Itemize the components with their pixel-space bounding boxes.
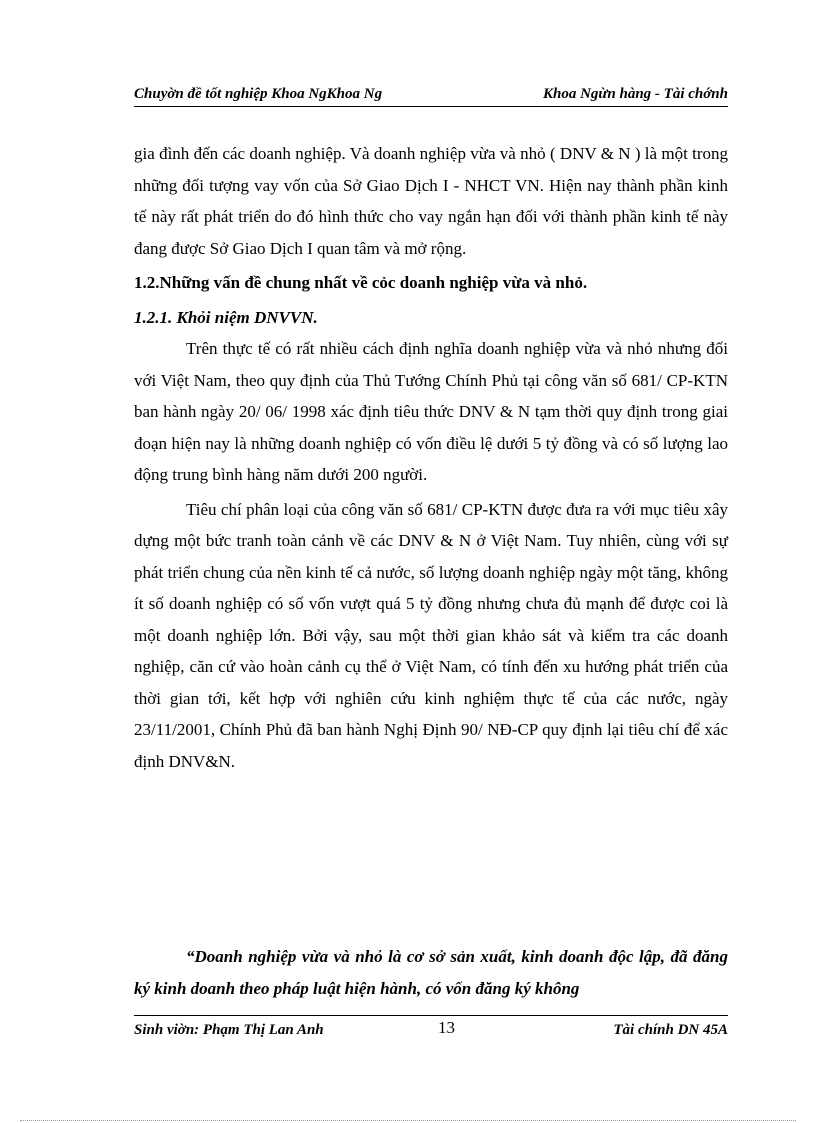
- footer-class: Tài chính DN 45A: [613, 1022, 728, 1038]
- paragraph-intro: gia đình đến các doanh nghiệp. Và doanh nghiệp vừa và nhỏ ( DNV & N ) là một trong những đối tượng vay vốn của Sở Giao Dịch I - NHCT VN. Hiện nay thành phần kinh tế này rất phát triển do đó hình thức cho vay ngắn hạn đối với thành phần kinh tế này đang được Sở Giao Dịch I quan tâm và mở rộng.: [134, 144, 728, 258]
- page-header: [134, 84, 728, 107]
- header-right-title: Khoa Ngừn hàng - Tài chớnh: [542, 86, 728, 102]
- section-heading: 1.2.Những vấn đề chung nhất về cỏc doanh nghiệp vừa và nhỏ.: [134, 273, 588, 292]
- document-body: [134, 138, 728, 777]
- quote-paragraph: “Doanh nghiệp vừa và nhỏ là cơ sở sản xuất, kinh doanh độc lập, đã đăng ký kinh doanh theo pháp luật hiện hành, có vốn đăng ký không: [134, 947, 728, 998]
- page-footer: [134, 1015, 728, 1042]
- paragraph-criteria: Tiêu chí phân loại của công văn số 681/ CP-KTN được đưa ra với mục tiêu xây dựng một bức tranh toàn cảnh về các DNV & N ở Việt Nam. Tuy nhiên, cùng với sự phát triển chung của nền kinh tế cả nước, số lượng doanh nghiệp ngày một tăng, không ít số doanh nghiệp có số vốn vượt quá 5 tỷ đồng nhưng chưa đủ mạnh để được coi là một doanh nghiệp lớn. Bởi vậy, sau một thời gian khảo sát và kiểm tra các doanh nghiệp, căn cứ vào hoàn cảnh cụ thể ở Việt Nam, có tính đến xu hướng phát triển của thời gian tới, kết hợp với nghiên cứu kinh nghiệm thực tế của các nước, ngày 23/11/2001, Chính Phủ đã ban hành Nghị Định 90/ NĐ-CP quy định lại tiêu chí để xác định DNV&N.: [134, 499, 728, 771]
- subsection-heading: 1.2.1. Khỏi niệm DNVVN.: [134, 307, 318, 327]
- page-number: 13: [438, 1018, 455, 1037]
- footer-student-name: Sinh viờn: Phạm Thị Lan Anh: [134, 1022, 324, 1038]
- paragraph-definition: Trên thực tế có rất nhiều cách định nghĩa doanh nghiệp vừa và nhỏ nhưng đối với Việt Nam, theo quy định của Thủ Tướng Chính Phủ tại công văn số 681/ CP-KTN ban hành ngày 20/ 06/ 1998 xác định tiêu thức DNV & N tạm thời quy định trong giai đoạn hiện nay là những doanh nghiệp có vốn điều lệ dưới 5 tỷ đồng và có số lượng lao động trung bình hàng năm dưới 200 người.: [134, 339, 728, 484]
- header-left-title: Chuyờn đề tốt nghiệp Khoa NgKhoa Ng: [134, 86, 383, 102]
- page-edge-divider: [20, 1120, 796, 1121]
